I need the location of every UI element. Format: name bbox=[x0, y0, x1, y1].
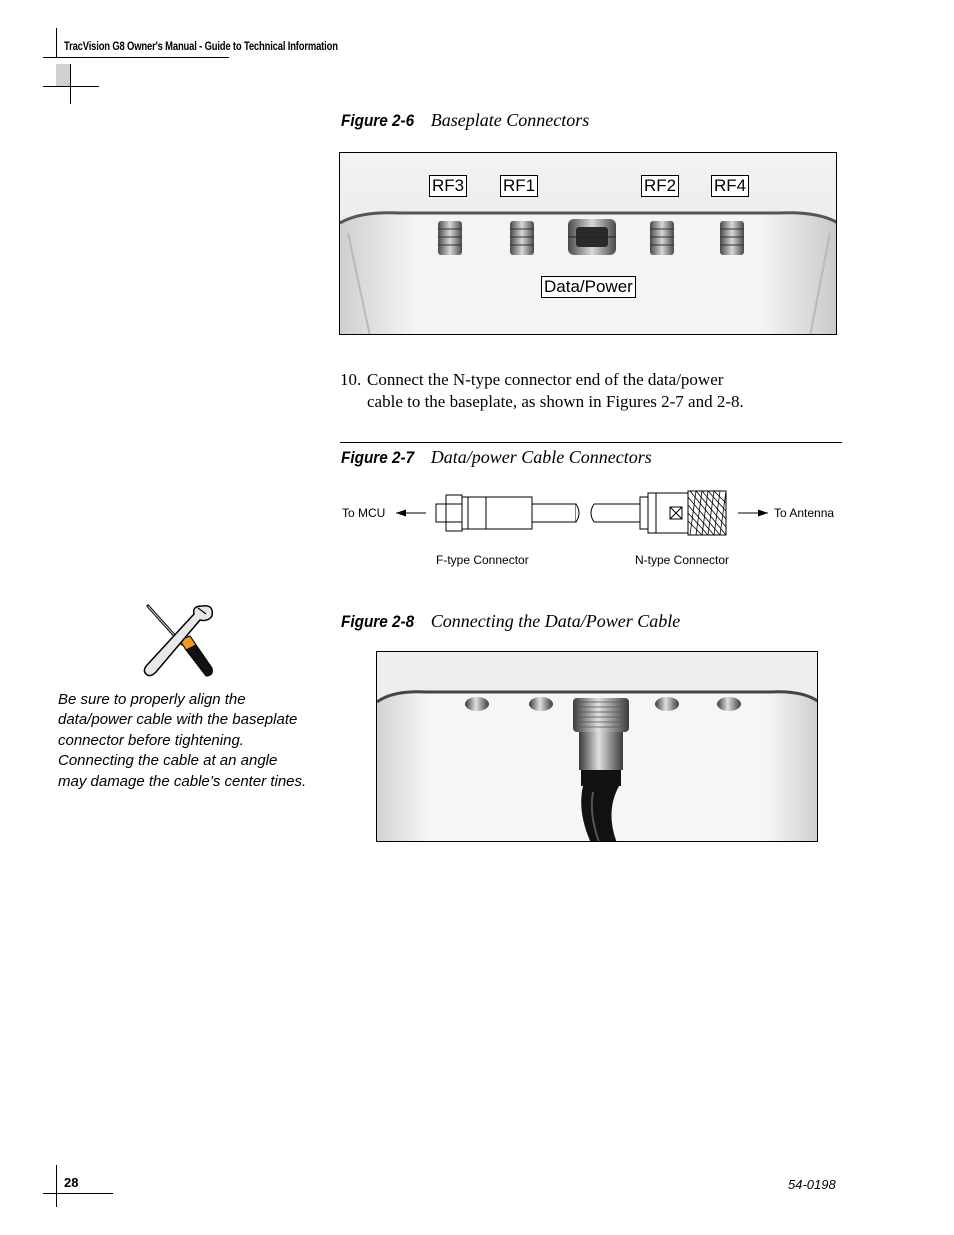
n-type-connector-label: N-type Connector bbox=[635, 553, 730, 567]
rf3-connector bbox=[438, 221, 462, 255]
page-header-title: TracVision G8 Owner's Manual - Guide to Technical Information bbox=[64, 41, 338, 53]
step-text-line: Connect the N-type connector end of the data/power bbox=[367, 370, 724, 389]
connecting-cable-photo bbox=[376, 651, 818, 842]
data-power-label: Data/Power bbox=[541, 276, 636, 298]
figure-title: Baseplate Connectors bbox=[430, 110, 590, 130]
crop-mark bbox=[56, 28, 57, 58]
connecting-cable-illustration bbox=[377, 652, 818, 842]
rf2-connector bbox=[650, 221, 674, 255]
page-number: 28 bbox=[64, 1175, 79, 1190]
figure-number: Figure 2-8 bbox=[341, 612, 415, 631]
figure-title: Connecting the Data/Power Cable bbox=[430, 611, 681, 631]
crop-mark-box bbox=[56, 64, 70, 86]
tools-icon bbox=[140, 600, 215, 680]
step-number: 10. bbox=[340, 370, 362, 389]
section-divider bbox=[340, 442, 842, 443]
crop-mark bbox=[70, 64, 71, 104]
crop-mark bbox=[56, 1165, 57, 1207]
figure-title: Data/power Cable Connectors bbox=[430, 447, 652, 467]
figure-number: Figure 2-6 bbox=[341, 111, 415, 130]
crop-mark bbox=[43, 86, 99, 87]
rf4-connector bbox=[720, 221, 744, 255]
document-number: 54-0198 bbox=[788, 1177, 836, 1192]
crop-mark bbox=[43, 1193, 113, 1194]
rf1-connector bbox=[510, 221, 534, 255]
baseplate-connectors-photo bbox=[339, 152, 837, 335]
figure-2-6-caption bbox=[341, 110, 589, 131]
to-antenna-label: To Antenna bbox=[774, 506, 835, 520]
baseplate-photo-illustration bbox=[340, 153, 837, 335]
to-mcu-label: To MCU bbox=[342, 506, 386, 520]
rf3-label: RF3 bbox=[429, 175, 467, 197]
figure-2-8-caption bbox=[341, 611, 680, 632]
cable-diagram-illustration bbox=[340, 485, 842, 575]
note-text: Be sure to properly align the data/power cable with the baseplate connector before tightening. Connecting the cable at an angle may damage the cable’s center tines. bbox=[58, 691, 307, 790]
rf1-label: RF1 bbox=[500, 175, 538, 197]
cable-connectors-diagram bbox=[340, 485, 842, 575]
crop-mark bbox=[43, 57, 229, 58]
f-type-connector-label: F-type Connector bbox=[436, 553, 529, 567]
step-text-line: cable to the baseplate, as shown in Figures 2-7 and 2-8. bbox=[367, 392, 744, 411]
data-power-connector bbox=[568, 219, 616, 255]
rf2-label: RF2 bbox=[641, 175, 679, 197]
rf4-label: RF4 bbox=[711, 175, 749, 197]
figure-number: Figure 2-7 bbox=[341, 448, 415, 467]
figure-2-7-caption bbox=[341, 447, 652, 468]
step-10 bbox=[340, 369, 820, 413]
